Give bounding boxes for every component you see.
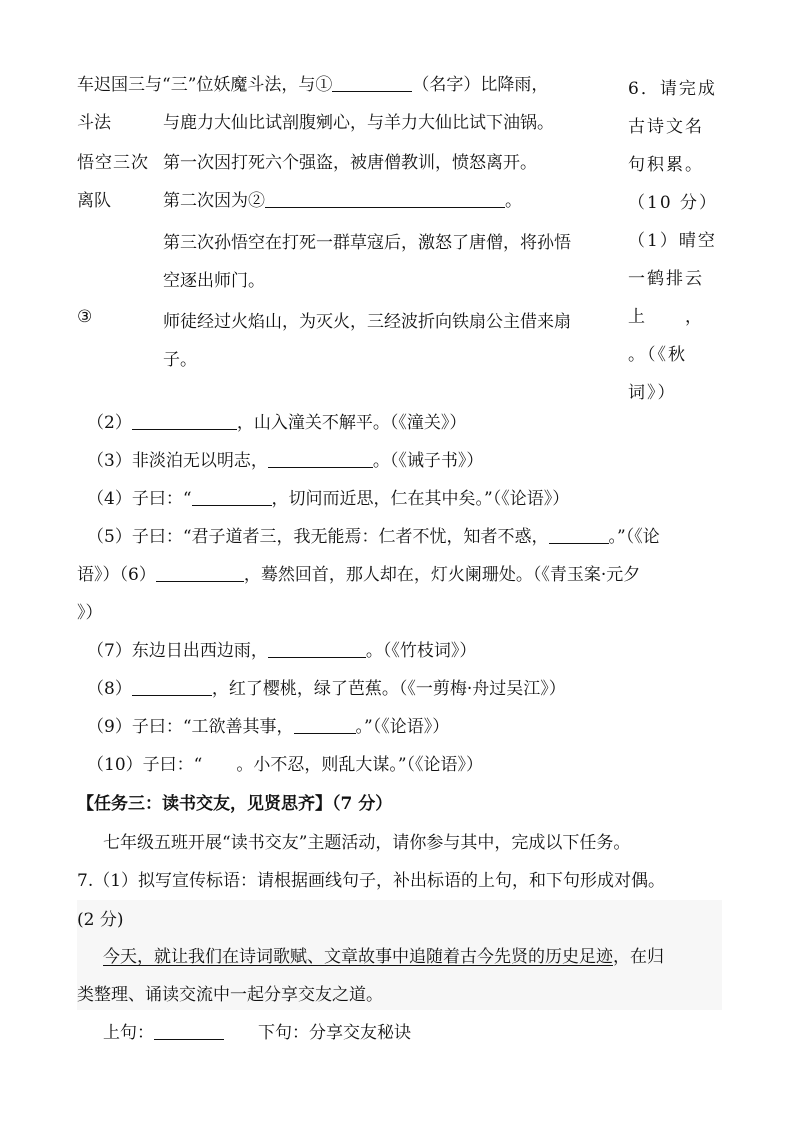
task3-title: 【任务三：读书交友，见贤思齐】（7 分） — [77, 794, 393, 814]
row2-line4: 空逐出师门。 — [163, 271, 265, 291]
blank-1[interactable] — [332, 74, 412, 92]
row1-text: 车迟国三与“三”位妖魔斗法，与 — [77, 75, 316, 95]
q7-line2: (2 分) — [77, 910, 124, 930]
blank-poem-7[interactable] — [268, 640, 366, 658]
task3-intro: 七年级五班开展“读书交友”主题活动，请你参与其中，完成以下任务。 — [103, 833, 631, 853]
poem-line-2: （2） ，山入潼关不解平。（《潼关》） — [87, 413, 467, 433]
row2-line2b: 。 — [505, 191, 522, 211]
q6-item1-line: （1）晴空 — [628, 231, 717, 251]
q6-title-line: 古诗文名 — [628, 117, 704, 137]
poem-line-6: 语》）（6） ，蓦然回首，那人却在，灯火阑珊处。（《青玉案·元夕 — [77, 565, 641, 585]
poem-line-4: （4）子曰：“ ，切问而近思，仁在其中矣。”（《论语》） — [87, 489, 570, 509]
row2-line1: 第一次因打死六个强盗，被唐僧教训，愤怒离开。 — [163, 153, 537, 173]
slogan-line — [103, 1018, 411, 1043]
blank-poem-8[interactable] — [132, 678, 212, 696]
q6-item1-line: 一鹤排云 — [628, 269, 704, 289]
poem-line-3: （3）非淡泊无以明志， 。（《诫子书》） — [87, 451, 484, 471]
row1-detail: 与鹿力大仙比试剖腹剜心，与羊力大仙比试下油锅。 — [163, 113, 554, 133]
lower-label: 下句：分享交友秘诀 — [258, 1023, 411, 1043]
row2-line2 — [163, 186, 522, 211]
circle-number-2: ② — [248, 191, 265, 211]
row3-line1: 师徒经过火焰山，为灭火，三经波折向铁扇公主借来扇 — [163, 312, 571, 332]
circle-number-1: ① — [315, 75, 333, 95]
upper-blank[interactable] — [154, 1022, 224, 1040]
poem-line-7: （7）东边日出西边雨， 。（《竹枝词》） — [87, 641, 477, 661]
q6-title — [628, 70, 718, 222]
q6-item1-line: 。（《秋 — [628, 345, 687, 365]
blank-poem-3[interactable] — [268, 450, 373, 468]
row2-col1b: 离队 — [77, 191, 111, 211]
blank-poem-9[interactable] — [294, 716, 356, 734]
q6-item1-line: 词》） — [628, 383, 677, 403]
row1-paren: （名字）比降雨， — [412, 75, 549, 95]
row2-col1a: 悟空三次 — [77, 153, 149, 173]
passage-underlined: 今天，就让我们在诗词歌赋、文章故事中追随着古今先贤的历史足迹 — [103, 947, 613, 967]
q6-item1 — [628, 222, 717, 412]
blank-2[interactable] — [265, 190, 505, 208]
q6-title-line: 句积累。 — [628, 155, 704, 175]
circle-number-3: ③ — [77, 307, 93, 327]
passage-line1: 今天，就让我们在诗词歌赋、文章故事中追随着古今先贤的历史足迹，在归 — [103, 947, 664, 967]
poem-line-6-cont: 》） — [77, 603, 103, 623]
row1-col1b: 斗法 — [77, 113, 111, 133]
upper-label: 上句： — [103, 1023, 154, 1043]
q6-item1-line: 上 ， — [628, 307, 704, 327]
blank-poem-4[interactable] — [192, 488, 272, 506]
poem-line-8: （8） ，红了樱桃，绿了芭蕉。（《一剪梅·舟过吴江》） — [87, 679, 566, 699]
row3-line2: 子。 — [163, 350, 197, 370]
row2-line2a: 第二次因为 — [163, 191, 248, 211]
table-row-1-header — [77, 70, 548, 95]
poem-line-9: （9）子曰：“工欲善其事， 。”（《论语》） — [87, 717, 450, 737]
passage-line2: 类整理、诵读交流中一起分享交友之道。 — [77, 985, 383, 1005]
blank-poem-2[interactable] — [132, 412, 237, 430]
poem-line-5: （5）子曰：“君子道者三，我无能焉：仁者不忧，知者不惑， 。”（《论 — [87, 527, 660, 547]
blank-poem-5[interactable] — [549, 526, 609, 544]
q6-title-line: （10 分） — [628, 193, 719, 213]
row2-line3: 第三次孙悟空在打死一群草寇后，激怒了唐僧，将孙悟 — [163, 233, 571, 253]
q7-line1: 7.（1）拟写宣传标语：请根据画线句子，补出标语的上句，和下句形成对偶。 — [77, 871, 666, 891]
poem-line-10: （10）子曰：“ 。小不忍，则乱大谋。”（《论语》） — [87, 755, 484, 775]
blank-poem-6[interactable] — [156, 564, 244, 582]
q6-title-line: 6．请完成 — [628, 79, 717, 99]
